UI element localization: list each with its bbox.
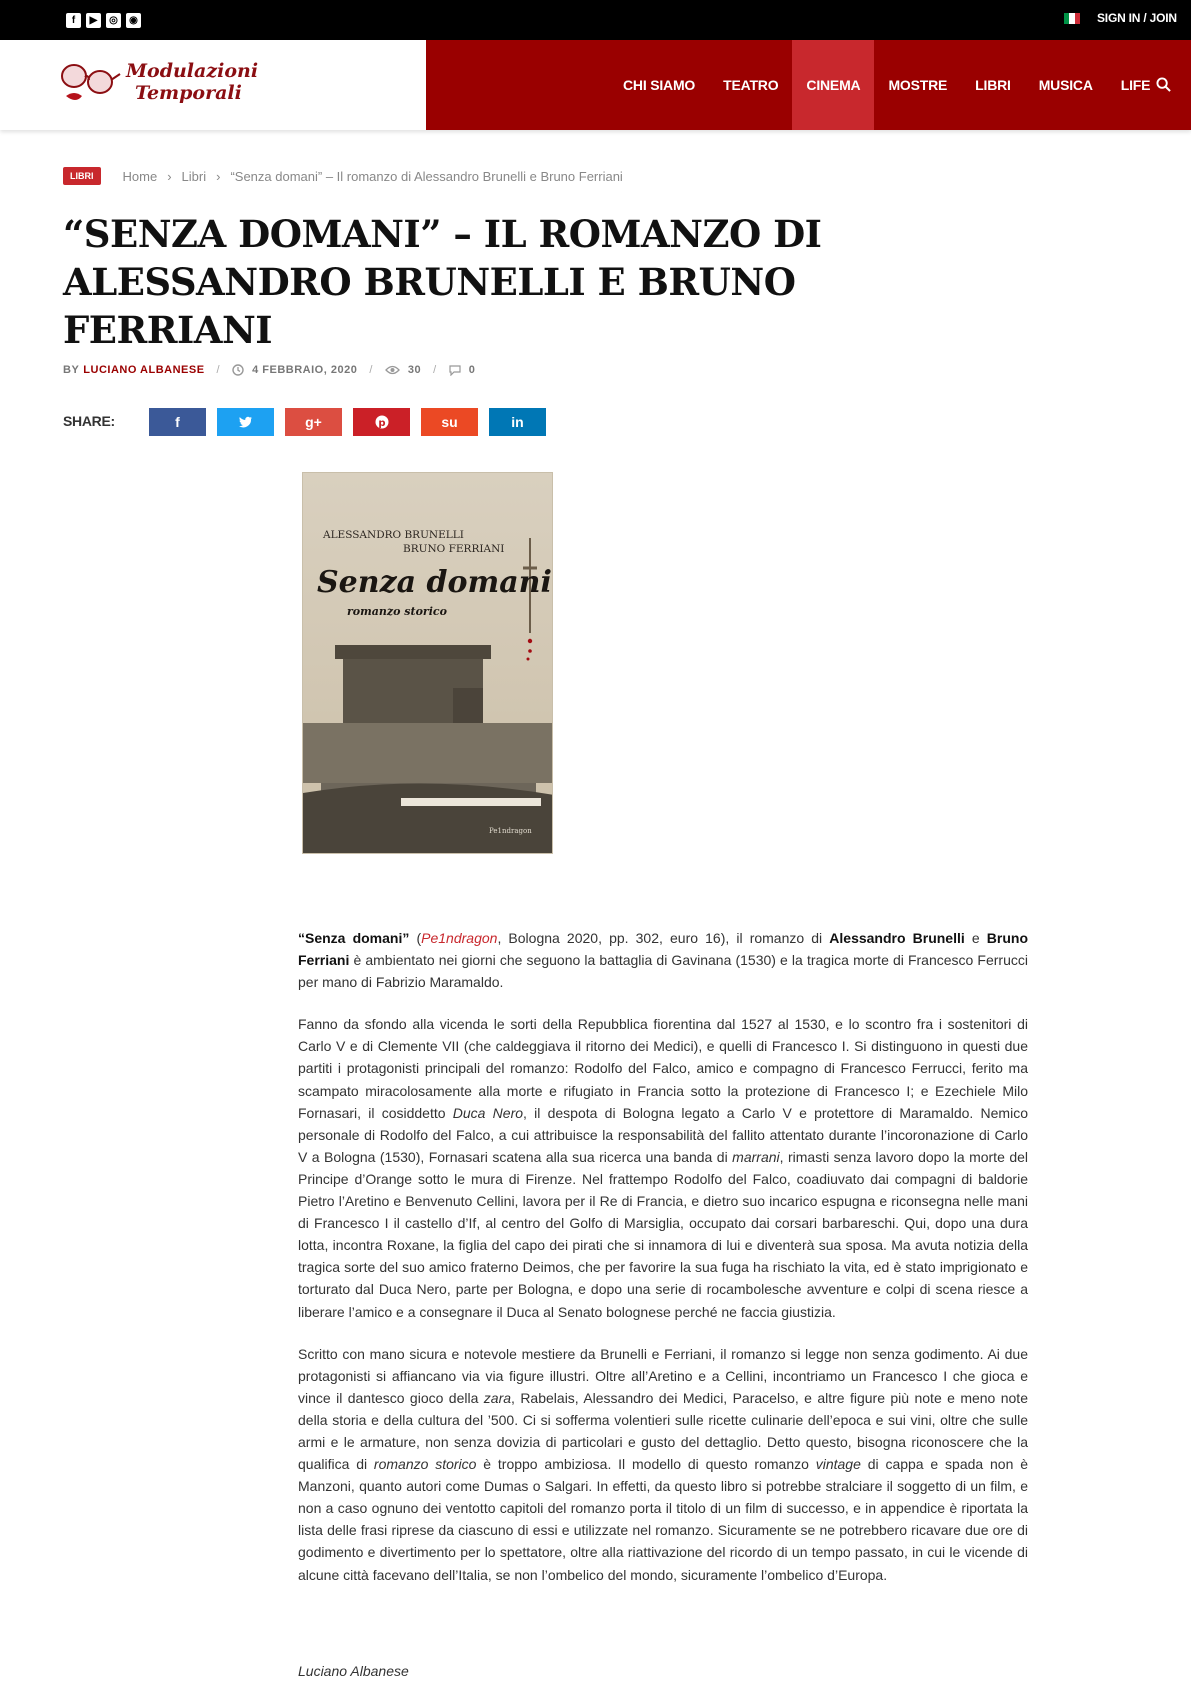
signin-link[interactable]: SIGN IN / JOIN (1097, 11, 1177, 25)
views-count: 30 (407, 364, 422, 376)
author-name: Bruno Ferriani (298, 930, 1028, 969)
site-header (0, 40, 1191, 130)
instagram-icon[interactable]: ◎ (106, 13, 121, 28)
author-name: Alessandro Brunelli (829, 930, 965, 946)
meta-separator: / (369, 364, 373, 376)
article-paragraph (298, 1343, 1028, 1586)
pinterest-icon (375, 415, 389, 429)
cover-author1: ALESSANDRO BRUNELLI (323, 529, 464, 541)
clock-icon (232, 364, 244, 376)
article-signature: Luciano Albanese (298, 1663, 409, 1679)
text-span: , il despota di Bologna legato a Carlo V e protettore di Maramaldo. Nemico personale di Rodolfo del Falco, a cui attribuisce la responsabilità del fallito attentato durante l’incoronazione di Carlo V a Bologna (1530), Fornasari scatena alla sua ricerca una banda di (298, 1104, 1028, 1165)
text-span: e (964, 930, 987, 946)
breadcrumb-current: “Senza domani” – Il romanzo di Alessandro Brunelli e Bruno Ferriani (230, 168, 623, 184)
post-title: “SENZA DOMANI” – IL ROMANZO DI ALESSANDRO BRUNELLI E BRUNO FERRIANI (63, 212, 822, 352)
breadcrumb-libri[interactable]: Libri (181, 168, 207, 184)
article-paragraph (298, 1013, 1028, 1322)
text-span: ( (409, 930, 422, 946)
search-icon[interactable] (1156, 77, 1171, 92)
social-links (66, 13, 141, 28)
text-span: di cappa e spada non è Manzoni, quanto autori come Dumas o Salgari. In effetti, da questo libro si potrebbe stralciare il soggetto di un film, e non a caso ognuno dei ventotto capitoli del romanzo porta il titolo di un film di successo, e in appendice è riportata la lista delle frasi riprese da ciascuno di essi e utilizzate nel romanzo. Sicuramente se ne potrebbero ricavare due ore di godimento e divertimento per lo spettatore, oltre alla riattivazione del ricordo di un tempo passato, in cui le vicende di alcune città facevano dell’Italia, se non l’ombelico del mondo, sicuramente l’ombelico d’Europa. (298, 1456, 1028, 1583)
breadcrumb (63, 167, 623, 185)
text-span: è ambientato nei giorni che seguono la battaglia di Gavinana (1530) e la tragica morte di Francesco Ferrucci per mano di Fabrizio Maramaldo. (298, 952, 1028, 991)
linkedin-icon: in (511, 414, 524, 430)
emphasis: zara (483, 1389, 512, 1406)
book-title: “Senza domani” (298, 930, 410, 946)
share-stumbleupon-button[interactable] (421, 408, 478, 436)
facebook-icon: f (175, 414, 180, 430)
youtube-icon[interactable]: ▶ (86, 13, 101, 28)
breadcrumb-separator: › (216, 168, 221, 184)
post-date: 4 FEBBRAIO, 2020 (252, 364, 358, 376)
eye-icon (385, 364, 400, 376)
author-link[interactable]: LUCIANO ALBANESE (83, 364, 205, 376)
meta-separator: / (216, 364, 221, 376)
text-span: , Bologna 2020, pp. 302, euro 16), il romanzo di (497, 930, 830, 946)
article-paragraph (298, 927, 1028, 993)
text-span: è troppo ambiziosa. Il modello di questo romanzo (476, 1456, 816, 1473)
facebook-icon[interactable]: f (66, 13, 81, 28)
cover-title: Senza domani (317, 565, 552, 600)
text-span: Scritto con mano sicura e notevole mestiere da Brunelli e Ferriani, il romanzo si legge non senza godimento. Ai due protagonisti si affiancano via via figure illustri. Oltre all’Aretino e a Cellini, incontriamo un Francesco I che gioca e vince il dantesco gioco della (298, 1345, 1028, 1406)
share-linkedin-button[interactable] (489, 408, 546, 436)
stumbleupon-icon: su (441, 414, 458, 430)
share-label: SHARE: (63, 413, 115, 429)
book-cover-image (302, 472, 553, 854)
share-google-plus-button[interactable] (285, 408, 342, 436)
nav-mostre[interactable]: MOSTRE (888, 77, 948, 93)
cover-subtitle: romanzo storico (347, 605, 447, 618)
svg-text:p: p (377, 418, 386, 429)
rss-icon[interactable]: ◉ (126, 13, 141, 28)
nav-teatro[interactable]: TEATRO (723, 77, 779, 93)
italy-flag-icon[interactable] (1064, 13, 1080, 24)
emphasis: Duca Nero (452, 1104, 524, 1121)
emphasis: vintage (815, 1456, 861, 1473)
breadcrumb-separator: › (167, 168, 172, 184)
text-span: Fanno da sfondo alla vicenda le sorti della Repubblica fiorentina dal 1527 al 1530, e lo scontro fra i sostenitori di Carlo V e di Clemente VII (che caldeggiava il ritorno dei Medici), e quelli di Francesco I. Si distinguono in questi due partiti i protagonisti principali del romanzo: Rodolfo del Falco, amico e compagno di Francesco Ferrucci, ferito ma scampato miracolosamente alla morte e rifugiato in Francia sotto la protezione di Francesco I; e Ezechiele Milo Fornasari, il cosiddetto (298, 1016, 1028, 1121)
nav-libri[interactable]: LIBRI (975, 77, 1011, 93)
emphasis: marrani (732, 1148, 780, 1165)
twitter-icon (239, 416, 253, 428)
share-facebook-button[interactable] (149, 408, 206, 436)
by-label: BY (63, 364, 80, 376)
share-pinterest-button[interactable] (353, 408, 410, 436)
nav-chi-siamo[interactable]: CHI SIAMO (623, 77, 696, 93)
comment-icon[interactable] (449, 364, 461, 376)
category-badge[interactable]: LIBRI (63, 167, 101, 185)
breadcrumb-home[interactable]: Home (122, 168, 158, 184)
site-logo[interactable] (60, 58, 260, 118)
share-twitter-button[interactable] (217, 408, 274, 436)
logo-text (126, 60, 258, 104)
article-body (298, 927, 1028, 1606)
cover-publisher: Pe1ndragon (489, 827, 532, 835)
text-span: , rimasti senza lavoro dopo la morte del Principe d’Orange sotto le mura di Firenze. Nel frattempo Rodolfo del Falco, coadiuvato dai compagni di baldorie Pietro l’Aretino e Benvenuto Cellini, lavora per il Re di Francia, e dietro suo incarico espugna e riconsegna nelle mani di Francesco I il castello d’If, al centro del Golfo di Marsiglia, occupato dai corsari barbareschi. Qui, dopo una dura lotta, incontra Roxane, la figlia del capo dei pirati che si innamora di lui e diventerà sua sposa. Ma avuta notizia della tragica sorte del suo amico fraterno Deimos, che per favorire la sua fuga ha rischiato la vita, ed è stato imprigionato e torturato dal Duca Nero, parte per Bologna, e dopo una serie di rocambolesche avventure e colpi di scena riesce a liberare l’amico e a consegnare il Duca al Senato bolognese perché ne faccia giustizia. (298, 1148, 1029, 1320)
share-buttons (149, 408, 546, 436)
text-span: , Rabelais, Alessandro dei Medici, Paracelso, e altre figure più note e meno note della storia e della cultura del ’500. Ci si sofferma volentieri sulle ricette culinarie dell’epoca e sui vini, oltre che sulle armi e le armature, non senza dovizia di particolari e gusto del dettaglio. Detto questo, bisogna riconoscere che la qualifica di (298, 1389, 1028, 1473)
nav-life[interactable]: LIFE (1120, 77, 1151, 93)
glasses-logo-icon (60, 60, 122, 114)
comments-count[interactable]: 0 (468, 364, 476, 376)
google-plus-icon: g+ (305, 414, 322, 430)
nav-musica[interactable]: MUSICA (1038, 77, 1093, 93)
meta-separator: / (433, 364, 437, 376)
emphasis: romanzo storico (373, 1456, 477, 1473)
top-bar (0, 0, 1191, 40)
main-nav (426, 40, 1191, 130)
logo-line1: Modulazioni (126, 60, 259, 82)
post-meta (63, 364, 475, 376)
logo-line2: Temporali (135, 82, 242, 104)
publisher-link[interactable]: Pe1ndragon (421, 930, 498, 946)
cover-author2: BRUNO FERRIANI (403, 543, 505, 555)
nav-cinema[interactable]: CINEMA (792, 40, 874, 130)
